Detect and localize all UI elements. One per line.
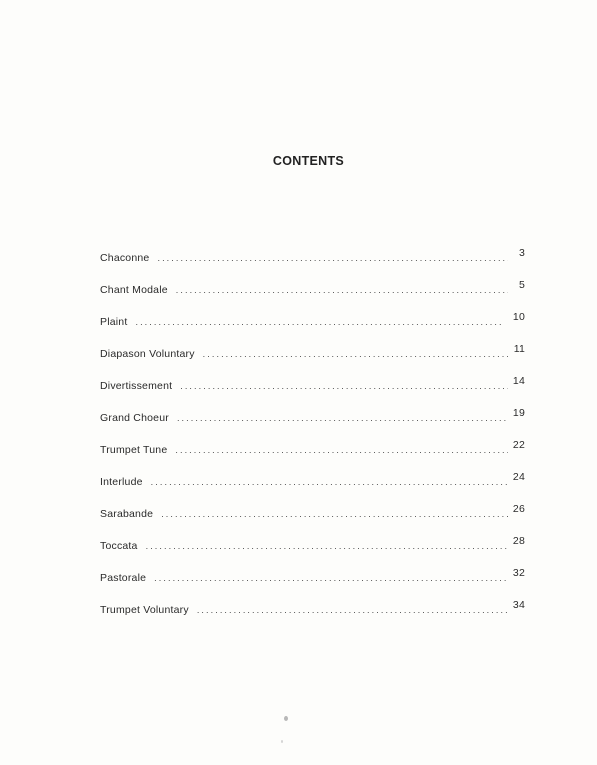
paper-speck [281, 740, 283, 743]
toc-entry-title: Toccata [100, 540, 138, 552]
toc-entry [100, 567, 525, 604]
dot-leader [135, 317, 508, 327]
toc-entry [100, 471, 525, 508]
toc-entry [100, 599, 525, 636]
dot-leader [177, 413, 508, 423]
toc-entry-page: 5 [518, 279, 525, 291]
toc-entry-title: Pastorale [100, 572, 147, 584]
toc-entry-page: 3 [518, 247, 525, 259]
contents-heading: CONTENTS [272, 154, 345, 168]
dot-leader [161, 509, 508, 519]
toc-entry-page: 14 [512, 375, 525, 387]
toc-entry [100, 343, 525, 380]
toc-entry-title: Grand Choeur [100, 412, 169, 424]
toc-entry-page: 28 [512, 535, 525, 547]
toc-entry-title: Trumpet Tune [100, 444, 168, 456]
toc-entry-page: 19 [512, 407, 525, 419]
toc-entry-page: 26 [512, 503, 525, 515]
toc-entry-title: Chaconne [100, 252, 150, 264]
dot-leader [197, 605, 508, 615]
toc-entry [100, 439, 525, 476]
toc-entry [100, 279, 525, 316]
toc-entry [100, 311, 525, 348]
toc-entry-page: 34 [512, 599, 525, 611]
toc-entry-page: 10 [512, 311, 525, 323]
dot-leader [175, 445, 508, 455]
dot-leader [203, 349, 508, 359]
toc-entry-page: 32 [512, 567, 525, 579]
table-of-contents [100, 247, 525, 636]
toc-entry [100, 407, 525, 444]
dot-leader [180, 381, 508, 391]
dot-leader [151, 477, 508, 487]
toc-entry [100, 375, 525, 412]
dot-leader [154, 573, 508, 583]
toc-entry [100, 535, 525, 572]
toc-entry-page: 22 [512, 439, 525, 451]
toc-entry-title: Interlude [100, 476, 143, 488]
toc-entry-page: 11 [513, 343, 525, 355]
toc-entry-title: Sarabande [100, 508, 154, 520]
dot-leader [146, 541, 508, 551]
toc-entry-title: Plaint [100, 316, 128, 328]
toc-entry-title: Chant Modale [100, 284, 168, 296]
toc-entry-page: 24 [512, 471, 525, 483]
toc-entry-title: Diapason Voluntary [100, 348, 195, 360]
paper-speck [284, 716, 288, 721]
dot-leader [176, 285, 508, 295]
toc-entry-title: Divertissement [100, 380, 173, 392]
toc-entry-title: Trumpet Voluntary [100, 604, 189, 616]
toc-entry [100, 247, 525, 284]
dot-leader [157, 253, 508, 263]
toc-entry [100, 503, 525, 540]
